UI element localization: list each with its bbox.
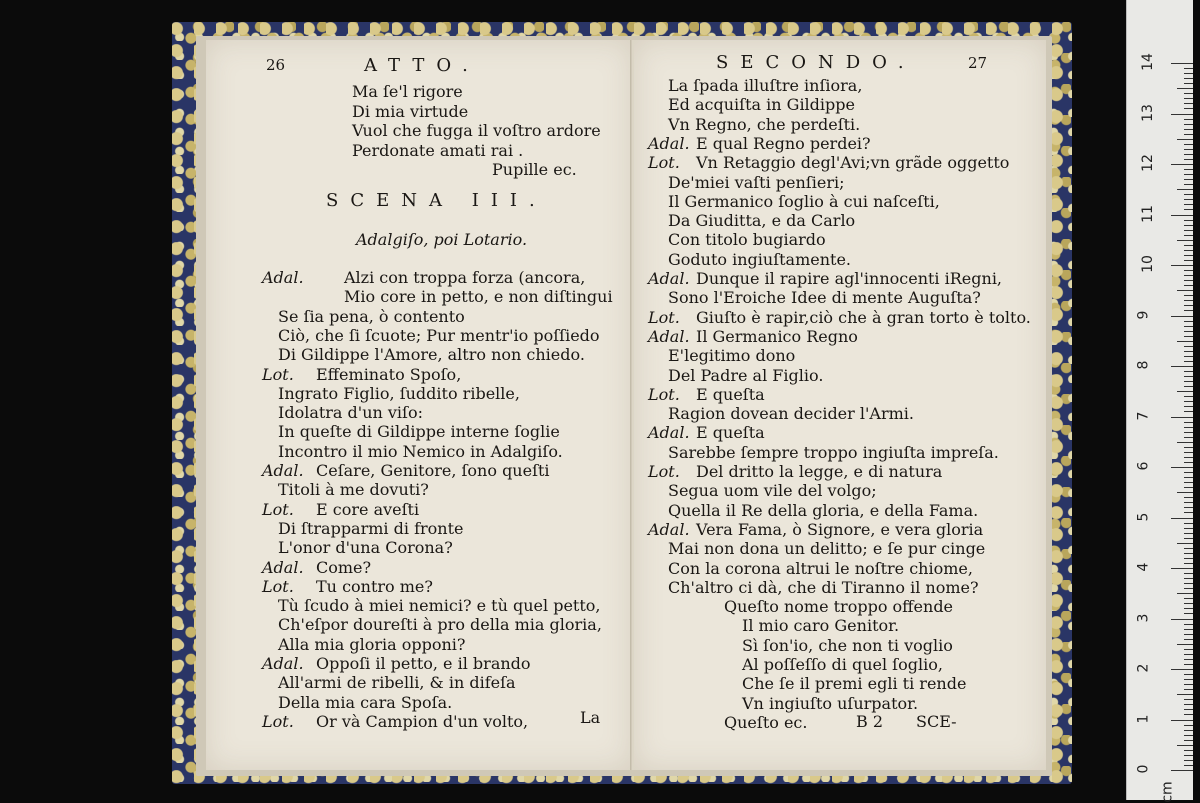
dialogue-line: Incontro il mio Nemico in Adalgiſo. (278, 441, 563, 461)
ruler-minor-tick (1184, 629, 1193, 630)
ruler-minor-tick (1184, 750, 1193, 751)
ruler-minor-tick (1184, 411, 1193, 412)
speaker-label: Adal. (648, 519, 690, 539)
speaker-label: Adal. (648, 326, 690, 346)
ruler-minor-tick (1177, 593, 1193, 594)
dialogue-line: Al poſſeſſo di quel ſoglio, (742, 655, 943, 674)
ruler-minor-tick (1184, 502, 1193, 503)
ruler-minor-tick (1184, 98, 1193, 99)
ruler-number: 2 (1135, 663, 1152, 673)
speaker-label: Adal. (262, 654, 304, 673)
ruler-number: 11 (1139, 204, 1156, 223)
dialogue-line: All'armi de ribelli, & in difeſa (278, 673, 516, 693)
ruler-minor-tick (1184, 578, 1193, 579)
ruler-minor-tick (1184, 709, 1193, 710)
dialogue-line: Vn ingiuſto uſurpator. (742, 693, 919, 713)
ruler-number: 3 (1135, 613, 1152, 622)
ruler-number: 4 (1135, 562, 1152, 572)
ruler-tick (1171, 265, 1193, 266)
dialogue-line: Ragion dovean decider l'Armi. (668, 404, 914, 424)
dialogue-line: Il Germanico ſoglio à cui naſceſti, (668, 191, 940, 211)
ruler-minor-tick (1184, 624, 1193, 625)
ruler-minor-tick (1184, 598, 1193, 599)
dialogue-line: In queſte di Gildippe interne ſoglie (278, 422, 560, 442)
ruler-tick (1171, 770, 1193, 771)
ruler-minor-tick (1184, 108, 1193, 109)
ruler-minor-tick (1184, 714, 1193, 715)
dialogue-line: Se ſia pena, ò contento (278, 306, 465, 326)
ruler-minor-tick (1184, 119, 1193, 120)
dialogue-line: Mio core in petto, e non diſtingui (344, 287, 613, 307)
catchword: SCE- (916, 712, 957, 731)
ruler-minor-tick (1184, 270, 1193, 271)
ruler-minor-tick (1184, 194, 1193, 195)
ruler-number: 6 (1135, 461, 1152, 471)
ruler-minor-tick (1177, 88, 1193, 89)
ruler-minor-tick (1177, 391, 1193, 392)
ruler-minor-tick (1177, 745, 1193, 746)
dialogue-line: E qual Regno perdei? (696, 133, 871, 153)
speaker-label: Lot. (262, 711, 294, 731)
ruler-minor-tick (1184, 124, 1193, 125)
ruler-minor-tick (1184, 735, 1193, 736)
ruler-minor-tick (1184, 174, 1193, 175)
ruler-tick (1171, 316, 1193, 317)
ruler-minor-tick (1184, 462, 1193, 463)
dialogue-line: E queſta (696, 384, 765, 404)
catchword: La (580, 708, 601, 727)
verse-line: Ma ſe'l rigore (352, 82, 463, 101)
dialogue-line: Ceſare, Genitore, ſono queſti (316, 461, 550, 480)
ruler-minor-tick (1184, 457, 1193, 458)
right-page (634, 40, 1046, 770)
ruler-tick (1171, 114, 1193, 115)
ruler-minor-tick (1184, 184, 1193, 185)
ruler-minor-tick (1177, 290, 1193, 291)
dialogue-line: Del dritto la legge, e di natura (696, 462, 943, 481)
ruler-minor-tick (1184, 432, 1193, 433)
ruler-minor-tick (1184, 331, 1193, 332)
ruler-minor-tick (1184, 573, 1193, 574)
ruler-minor-tick (1184, 512, 1193, 513)
ruler-minor-tick (1184, 209, 1193, 210)
ruler-minor-tick (1177, 694, 1193, 695)
dialogue-line: Alzi con troppa forza (ancora, (344, 268, 586, 287)
ruler-tick (1171, 417, 1193, 418)
ruler-tick (1171, 63, 1193, 64)
dialogue-line: Sono l'Eroiche Idee di mente Auguſta? (668, 288, 981, 308)
ruler-minor-tick (1184, 321, 1193, 322)
ruler-minor-tick (1184, 548, 1193, 549)
dialogue-line: Con titolo bugiardo (668, 230, 826, 250)
ruler-minor-tick (1184, 149, 1193, 150)
dialogue-line: Ed acquiſta in Gildippe (668, 95, 855, 115)
dialogue-line: Goduto ingiuſtamente. (668, 249, 852, 269)
dialogue-line: Di Gildippe l'Amore, altro non chiedo. (278, 345, 585, 365)
ruler-minor-tick (1184, 305, 1193, 306)
ruler-minor-tick (1184, 472, 1193, 473)
signature-mark: B 2 (856, 712, 884, 731)
ruler-tick (1171, 164, 1193, 165)
dialogue-line: Del Padre al Figlio. (668, 365, 824, 385)
ruler-minor-tick (1184, 533, 1193, 534)
ruler-minor-tick (1184, 93, 1193, 94)
ruler-minor-tick (1184, 245, 1193, 246)
ruler-number: 9 (1135, 310, 1152, 319)
dialogue-line: Or và Campion d'un volto, (316, 711, 529, 731)
ruler-minor-tick (1184, 159, 1193, 160)
ruler-minor-tick (1184, 528, 1193, 529)
ruler-minor-tick (1184, 704, 1193, 705)
ruler-minor-tick (1184, 386, 1193, 387)
dialogue-line: E queſta (696, 423, 765, 443)
ruler-unit: cm (1159, 781, 1176, 803)
dialogue-line: Come? (316, 557, 372, 577)
ruler-minor-tick (1184, 401, 1193, 402)
ruler-number: 14 (1139, 53, 1156, 71)
ruler-minor-tick (1184, 381, 1193, 382)
dialogue-line: Sì ſon'io, che non ti voglio (742, 635, 953, 655)
dialogue-line: Di ſtrapparmi di fronte (278, 518, 464, 538)
dialogue-line: Tu contro me? (316, 576, 433, 596)
ruler-minor-tick (1177, 492, 1193, 493)
dialogue-line: Il mio caro Genitor. (742, 616, 900, 636)
ruler-minor-tick (1184, 129, 1193, 130)
ruler-minor-tick (1177, 543, 1193, 544)
ruler-minor-tick (1184, 725, 1193, 726)
dialogue-line: Ch'eſpor doureſti à pro della mia gloria, (278, 615, 602, 635)
ruler-minor-tick (1184, 634, 1193, 635)
ruler-minor-tick (1177, 442, 1193, 443)
verse-line: Perdonate amati rai . (352, 140, 524, 160)
speaker-label: Adal. (262, 557, 304, 577)
ruler-minor-tick (1184, 260, 1193, 261)
dialogue-line: Ciò, che ſi ſcuote; Pur mentr'io poſſiedo (278, 325, 600, 345)
ruler-minor-tick (1184, 477, 1193, 478)
ruler-minor-tick (1184, 452, 1193, 453)
ruler-number: 12 (1139, 154, 1156, 172)
ruler-number: 8 (1135, 360, 1152, 370)
ruler-minor-tick (1184, 68, 1193, 69)
ruler-minor-tick (1184, 558, 1193, 559)
ruler-number: 0 (1135, 764, 1152, 774)
ruler-minor-tick (1184, 664, 1193, 665)
ruler-minor-tick (1184, 487, 1193, 488)
verse-line: Vuol che fugga il voſtro ardore (352, 121, 601, 140)
dialogue-line: Il Germanico Regno (696, 326, 858, 346)
ruler-minor-tick (1184, 447, 1193, 448)
ruler-tick (1171, 568, 1193, 569)
ruler-minor-tick (1184, 230, 1193, 231)
speaker-label: Adal. (648, 423, 690, 443)
ruler-minor-tick (1184, 310, 1193, 311)
ruler-minor-tick (1184, 235, 1193, 236)
dialogue-line: Con la corona altrui le noſtre chiome, (668, 558, 973, 578)
ruler-tick (1171, 619, 1193, 620)
ruler-minor-tick (1184, 73, 1193, 74)
ruler-minor-tick (1184, 134, 1193, 135)
ruler-minor-tick (1184, 179, 1193, 180)
ruler-minor-tick (1184, 497, 1193, 498)
ruler-minor-tick (1184, 361, 1193, 362)
dialogue-line: Vn Regno, che perdeſti. (668, 114, 861, 134)
scene-persons: Adalgiſo, poi Lotario. (356, 230, 528, 249)
ruler-minor-tick (1184, 346, 1193, 347)
ruler-minor-tick (1177, 240, 1193, 241)
ruler-minor-tick (1184, 689, 1193, 690)
ruler-minor-tick (1184, 679, 1193, 680)
speaker-label: Lot. (648, 384, 680, 404)
ruler-tick (1171, 669, 1193, 670)
ruler-minor-tick (1184, 603, 1193, 604)
ruler-minor-tick (1177, 644, 1193, 645)
running-head: SECONDO. (716, 52, 916, 73)
ruler-minor-tick (1184, 103, 1193, 104)
ruler-minor-tick (1184, 659, 1193, 660)
dialogue-line: Dunque il rapire agl'innocenti iRegni, (696, 269, 1003, 288)
dialogue-line: La ſpada illuſtre inſiora, (668, 76, 863, 95)
ruler-minor-tick (1184, 649, 1193, 650)
ruler-minor-tick (1184, 154, 1193, 155)
dialogue-line: Mai non dona un delitto; e ſe pur cinge (668, 539, 986, 559)
ruler-minor-tick (1184, 144, 1193, 145)
dialogue-line: Giuſto è rapir,ciò che à gran torto è tolto. (696, 307, 1031, 327)
dialogue-line: Oppoſi il petto, e il brando (316, 654, 531, 673)
dialogue-line: E'legitimo dono (668, 346, 796, 366)
dialogue-line: Vn Retaggio degl'Avi;vn grãde oggetto (696, 153, 1010, 173)
dialogue-line: E core aveſti (316, 499, 420, 519)
dialogue-line: Queſto nome troppo offende (724, 597, 954, 617)
ruler-minor-tick (1184, 613, 1193, 614)
speaker-label: Adal. (648, 269, 690, 288)
ruler-number: 7 (1135, 411, 1152, 420)
ruler-number: 5 (1135, 512, 1152, 521)
ruler-minor-tick (1184, 199, 1193, 200)
ruler-minor-tick (1184, 78, 1193, 79)
ruler-minor-tick (1184, 285, 1193, 286)
dialogue-line: Quella il Re della gloria, e della Fama. (668, 500, 979, 520)
ruler-minor-tick (1184, 275, 1193, 276)
speaker-label: Lot. (648, 462, 680, 481)
ruler-minor-tick (1184, 639, 1193, 640)
ruler-minor-tick (1184, 699, 1193, 700)
dialogue-line: Della mia cara Spoſa. (278, 692, 453, 712)
ruler-minor-tick (1184, 553, 1193, 554)
ruler-minor-tick (1184, 351, 1193, 352)
verse-line: Pupille ec. (492, 160, 577, 179)
ruler-minor-tick (1184, 740, 1193, 741)
speaker-label: Lot. (648, 153, 680, 173)
ruler-minor-tick (1184, 396, 1193, 397)
dialogue-line: Effeminato Spoſo, (316, 364, 462, 384)
ruler-minor-tick (1184, 654, 1193, 655)
dialogue-line: Alla mia gloria opponi? (278, 634, 466, 654)
speaker-label: Lot. (262, 364, 294, 384)
ruler-minor-tick (1184, 538, 1193, 539)
dialogue-line: Da Giuditta, e da Carlo (668, 211, 856, 231)
ruler-tick (1171, 720, 1193, 721)
ruler-tick (1171, 467, 1193, 468)
ruler-minor-tick (1184, 523, 1193, 524)
ruler-minor-tick (1184, 583, 1193, 584)
ruler-minor-tick (1184, 300, 1193, 301)
ruler-minor-tick (1184, 563, 1193, 564)
ruler-minor-tick (1184, 427, 1193, 428)
ruler-minor-tick (1184, 326, 1193, 327)
dialogue-line: Che ſe il premi egli ti rende (742, 674, 967, 694)
ruler-minor-tick (1184, 336, 1193, 337)
ruler-minor-tick (1184, 674, 1193, 675)
speaker-label: Adal. (262, 461, 304, 480)
ruler-minor-tick (1184, 422, 1193, 423)
ruler-minor-tick (1184, 295, 1193, 296)
running-head: ATTO. (364, 55, 480, 76)
ruler-minor-tick (1184, 765, 1193, 766)
ruler-minor-tick (1184, 225, 1193, 226)
ruler-minor-tick (1184, 204, 1193, 205)
dialogue-line: De'miei vaſti penſieri; (668, 172, 845, 192)
ruler-minor-tick (1184, 437, 1193, 438)
ruler-number: 13 (1139, 103, 1156, 122)
verse-line: Di mia virtude (352, 101, 469, 121)
ruler-minor-tick (1184, 220, 1193, 221)
dialogue-line: Queſto ec. (724, 712, 808, 732)
ruler-minor-tick (1184, 83, 1193, 84)
speaker-label: Adal. (262, 268, 304, 287)
speaker-label: Adal. (648, 133, 690, 153)
ruler-minor-tick (1184, 730, 1193, 731)
ruler-minor-tick (1184, 684, 1193, 685)
ruler-minor-tick (1184, 507, 1193, 508)
ruler-minor-tick (1184, 250, 1193, 251)
speaker-label: Lot. (648, 307, 680, 327)
dialogue-line: Sarebbe ſempre troppo ingiuſta impreſa. (668, 442, 999, 462)
speaker-label: Lot. (262, 576, 294, 596)
measurement-ruler (1126, 0, 1193, 803)
ruler-minor-tick (1177, 189, 1193, 190)
speaker-label: Lot. (262, 499, 294, 519)
ruler-minor-tick (1177, 341, 1193, 342)
ruler-minor-tick (1184, 169, 1193, 170)
scene-title: SCENA III. (326, 190, 547, 211)
ruler-minor-tick (1184, 755, 1193, 756)
ruler-tick (1171, 518, 1193, 519)
ruler-tick (1171, 215, 1193, 216)
ruler-number: 10 (1139, 255, 1156, 273)
ruler-minor-tick (1184, 356, 1193, 357)
ruler-number: 1 (1135, 714, 1152, 723)
dialogue-line: Ch'altro ci dà, che di Tiranno il nome? (668, 577, 979, 597)
ruler-minor-tick (1184, 280, 1193, 281)
dialogue-line: Segua uom vile del volgo; (668, 481, 877, 501)
page-number: 26 (266, 56, 286, 74)
left-page (206, 40, 632, 770)
dialogue-line: Vera Fama, ò Signore, e vera gloria (696, 519, 984, 539)
ruler-minor-tick (1184, 255, 1193, 256)
ruler-minor-tick (1184, 760, 1193, 761)
ruler-tick (1171, 366, 1193, 367)
ruler-minor-tick (1184, 371, 1193, 372)
dialogue-line: L'onor d'una Corona? (278, 538, 453, 558)
dialogue-line: Tù ſcudo à miei nemici? e tù quel petto, (278, 596, 601, 616)
ruler-minor-tick (1184, 406, 1193, 407)
dialogue-line: Titoli à me dovuti? (278, 480, 429, 500)
dialogue-line: Ingrato Figlio, ſuddito ribelle, (278, 383, 520, 403)
ruler-minor-tick (1177, 139, 1193, 140)
ruler-minor-tick (1184, 482, 1193, 483)
dialogue-line: Idolatra d'un viſo: (278, 403, 423, 423)
ruler-minor-tick (1184, 588, 1193, 589)
page-number: 27 (968, 54, 988, 72)
ruler-minor-tick (1184, 608, 1193, 609)
ruler-minor-tick (1184, 376, 1193, 377)
